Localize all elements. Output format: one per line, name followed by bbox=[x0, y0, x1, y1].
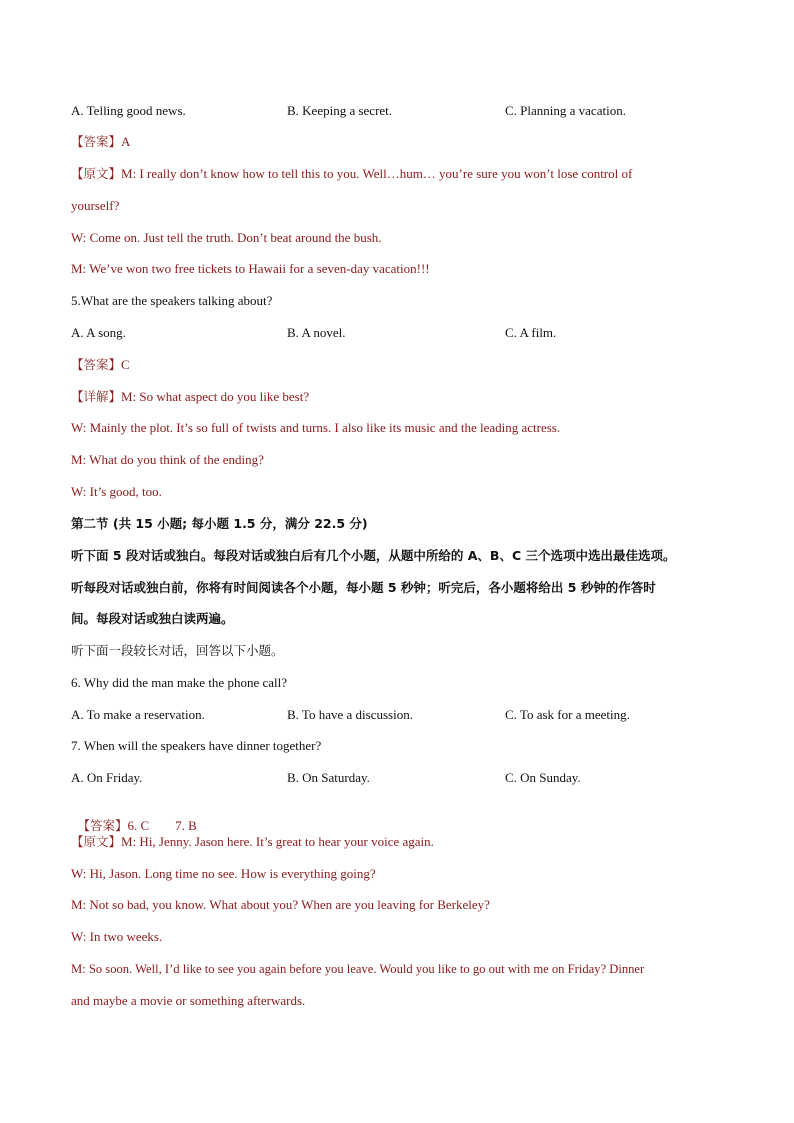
q7-option-a: A. On Friday. bbox=[71, 770, 143, 785]
answer-tag: 【答案】 bbox=[71, 357, 122, 372]
q6-question: 6. Why did the man make the phone call? bbox=[71, 675, 287, 690]
q67-transcript-line-1 bbox=[71, 834, 754, 850]
transcript-text: M: So what aspect do you like best? bbox=[121, 389, 310, 404]
section-instructions-line-1: 听下面 5 段对话或独白。每段对话或独白后有几个小题，从题中所给的 A、B、C 三个选项中选出最佳选项。 bbox=[71, 548, 676, 563]
source-tag: 【原文】 bbox=[71, 834, 122, 849]
q67-transcript-line-6: and maybe a movie or something afterwards. bbox=[71, 993, 306, 1008]
q7-option-b: B. On Saturday. bbox=[287, 770, 370, 785]
q7-question: 7. When will the speakers have dinner together? bbox=[71, 738, 322, 753]
answer-tag: 【答案】 bbox=[77, 818, 128, 833]
q6-option-b: B. To have a discussion. bbox=[287, 707, 413, 722]
answer-value: 6. C 7. B bbox=[127, 818, 197, 833]
q5-transcript-line-3: M: What do you think of the ending? bbox=[71, 452, 264, 467]
section-instructions-line-2: 听每段对话或独白前，你将有时间阅读各个小题，每小题 5 秒钟；听完后，各小题将给出 5 秒钟的作答时 bbox=[71, 580, 656, 595]
answer-value: A bbox=[121, 134, 131, 149]
q5-option-b: B. A novel. bbox=[287, 325, 346, 340]
q5-transcript-line-4: W: It’s good, too. bbox=[71, 484, 162, 499]
section-prompt: 听下面一段较长对话，回答以下小题。 bbox=[71, 643, 284, 658]
section-instructions-line-3: 间。每段对话或独白读两遍。 bbox=[71, 611, 234, 626]
answer-value: C bbox=[121, 357, 130, 372]
q5-answer bbox=[71, 357, 754, 373]
q7-option-c: C. On Sunday. bbox=[505, 770, 581, 785]
q4-transcript-line-2: yourself? bbox=[71, 198, 120, 213]
q5-option-a: A. A song. bbox=[71, 325, 126, 340]
q6-option-a: A. To make a reservation. bbox=[71, 707, 205, 722]
q4-option-b: B. Keeping a secret. bbox=[287, 103, 393, 118]
q4-transcript-line-4: M: We’ve won two free tickets to Hawaii for a seven-day vacation!!! bbox=[71, 261, 430, 276]
q5-question: 5.What are the speakers talking about? bbox=[71, 293, 273, 308]
transcript-text: M: I really don’t know how to tell this to you. Well…hum… you’re sure you won’t lose control of bbox=[121, 166, 633, 181]
q4-transcript-line-3: W: Come on. Just tell the truth. Don’t beat around the bush. bbox=[71, 230, 382, 245]
q5-transcript-line-2: W: Mainly the plot. It’s so full of twists and turns. I also like its music and the leading actress. bbox=[71, 420, 561, 435]
answer-tag: 【答案】 bbox=[71, 134, 122, 149]
source-tag: 【原文】 bbox=[71, 166, 122, 181]
transcript-text: M: Hi, Jenny. Jason here. It’s great to hear your voice again. bbox=[121, 834, 434, 849]
q5-option-c: C. A film. bbox=[505, 325, 557, 340]
q67-transcript-line-5: M: So soon. Well, I’d like to see you again before you leave. Would you like to go out with me on Friday? Dinner bbox=[71, 962, 645, 976]
q4-answer bbox=[71, 134, 754, 150]
q6-option-c: C. To ask for a meeting. bbox=[505, 707, 630, 722]
q67-transcript-line-2: W: Hi, Jason. Long time no see. How is everything going? bbox=[71, 866, 376, 881]
q4-transcript-line-1 bbox=[71, 166, 754, 182]
q67-transcript-line-3: M: Not so bad, you know. What about you? When are you leaving for Berkeley? bbox=[71, 897, 490, 912]
q5-transcript-line-1 bbox=[71, 389, 754, 405]
detail-tag: 【详解】 bbox=[71, 389, 122, 404]
section-title: 第二节 (共 15 小题; 每小题 1.5 分，满分 22.5 分) bbox=[71, 516, 368, 531]
q67-transcript-line-4: W: In two weeks. bbox=[71, 929, 163, 944]
q4-option-a: A. Telling good news. bbox=[71, 103, 186, 118]
q67-answer bbox=[71, 802, 754, 834]
q4-option-c: C. Planning a vacation. bbox=[505, 103, 626, 118]
